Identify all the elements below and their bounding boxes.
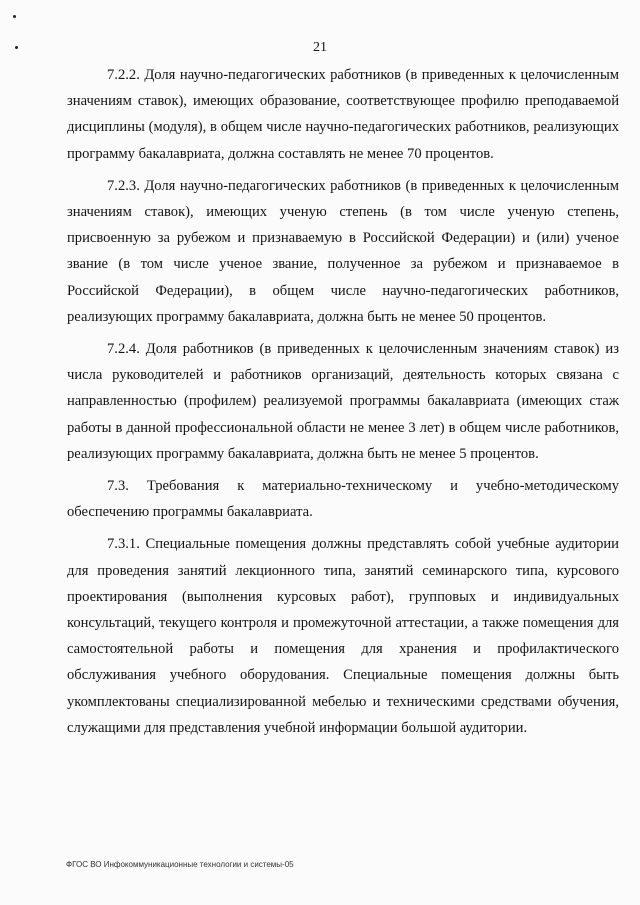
scan-speck	[13, 15, 16, 18]
paragraph-7-2-2: 7.2.2. Доля научно-педагогических работников (в приведенных к целочисленным значениям ставок), имеющих образование, соответствующее профилю преподаваемой дисциплины (модуля), в общем числе научно-педагогических работников, реализующих программу бакалавриата, должна составлять не менее 70 процентов.	[67, 67, 619, 162]
paragraph-7-2-4: 7.2.4. Доля работников (в приведенных к целочисленным значениям ставок) из числа руководителей и работников организаций, деятельность которых связана с направленностью (профилем) реализуемой программы бакалавриата (имеющих стаж работы в данной профессиональной области не менее 3 лет) в общем числе работников, реализующих программу бакалавриата, должна быть не менее 5 процентов.	[67, 341, 619, 462]
paragraph-7-3-1: 7.3.1. Специальные помещения должны представлять собой учебные аудитории для проведения занятий лекционного типа, занятий семинарского типа, курсового проектирования (выполнения курсовых работ), групповых и индивидуальных консультаций, текущего контроля и промежуточной аттестации, а также помещения для самостоятельной работы и помещения для хранения и профилактического обслуживания учебного оборудования. Специальные помещения должны быть укомплектованы специализированной мебелью и техническими средствами обучения, служащими для представления учебной информации большой аудитории.	[67, 536, 619, 736]
paragraph-7-3: 7.3. Требования к материально-техническому и учебно-методическому обеспечению программы бакалавриата.	[67, 478, 619, 521]
document-body	[67, 62, 619, 747]
page-footer: ФГОС ВО Инфокоммуникационные технологии и системы-05	[66, 860, 294, 869]
page-number: 21	[313, 40, 327, 55]
paragraph-7-2-3: 7.2.3. Доля научно-педагогических работников (в приведенных к целочисленным значениям ставок), имеющих ученую степень (в том числе ученую степень, присвоенную за рубежом и признаваемую в Российской Федерации) и (или) ученое звание (в том числе ученое звание, полученное за рубежом и признаваемое в Российской Федерации), в общем числе научно-педагогических работников, реализующих программу бакалавриата, должна быть не менее 50 процентов.	[67, 177, 619, 325]
